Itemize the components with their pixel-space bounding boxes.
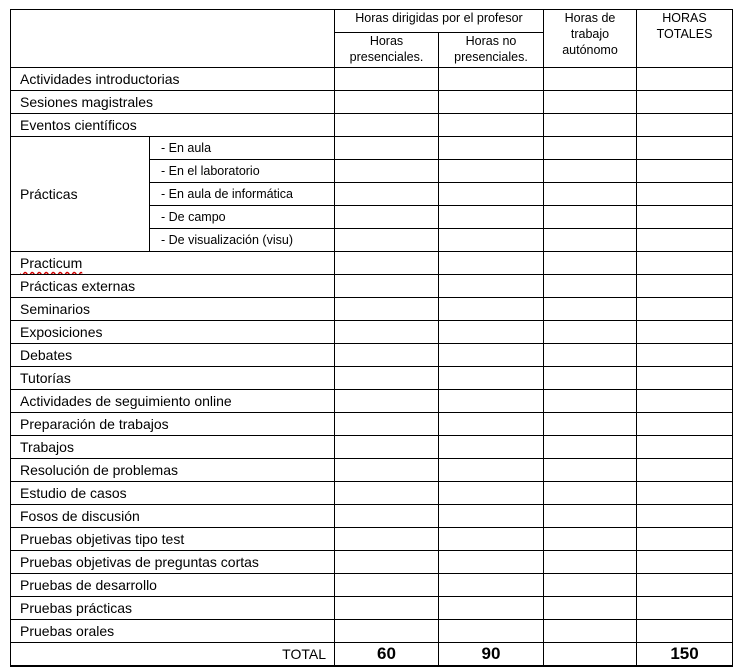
cell-totales	[637, 551, 733, 574]
row-label: Pruebas orales	[11, 620, 335, 643]
row-label	[11, 252, 335, 275]
cell-totales	[637, 482, 733, 505]
table-row	[11, 68, 733, 91]
cell-autonomo	[544, 206, 637, 229]
cell-presenciales	[335, 390, 439, 413]
cell-autonomo	[544, 298, 637, 321]
row-label: Pruebas objetivas de preguntas cortas	[11, 551, 335, 574]
cell-presenciales	[335, 482, 439, 505]
cell-presenciales	[335, 597, 439, 620]
cell-autonomo	[544, 413, 637, 436]
cell-no-presenciales	[439, 68, 544, 91]
cell-presenciales	[335, 252, 439, 275]
cell-presenciales	[335, 68, 439, 91]
table-row	[11, 528, 733, 551]
cell-autonomo	[544, 321, 637, 344]
cell-autonomo	[544, 160, 637, 183]
cell-presenciales	[335, 551, 439, 574]
total-label: TOTAL	[11, 643, 335, 667]
cell-autonomo	[544, 252, 637, 275]
cell-autonomo	[544, 114, 637, 137]
cell-no-presenciales	[439, 482, 544, 505]
header-no-presenciales: Horas no presenciales.	[439, 33, 544, 68]
cell-autonomo	[544, 390, 637, 413]
row-label: Fosos de discusión	[11, 505, 335, 528]
practicas-subrow-label: - De visualización (visu)	[150, 229, 335, 252]
header-horas-dirigidas: Horas dirigidas por el profesor	[335, 10, 544, 33]
cell-no-presenciales	[439, 344, 544, 367]
table-row	[11, 482, 733, 505]
cell-totales	[637, 597, 733, 620]
cell-no-presenciales	[439, 505, 544, 528]
row-label: Pruebas objetivas tipo test	[11, 528, 335, 551]
cell-totales	[637, 183, 733, 206]
cell-totales	[637, 436, 733, 459]
cell-totales	[637, 68, 733, 91]
cell-presenciales	[335, 137, 439, 160]
table-row	[11, 574, 733, 597]
cell-autonomo	[544, 528, 637, 551]
cell-presenciales	[335, 160, 439, 183]
cell-presenciales	[335, 275, 439, 298]
cell-totales	[637, 574, 733, 597]
cell-no-presenciales	[439, 275, 544, 298]
cell-no-presenciales	[439, 298, 544, 321]
cell-autonomo	[544, 68, 637, 91]
cell-totales	[637, 298, 733, 321]
cell-autonomo	[544, 183, 637, 206]
cell-totales	[637, 413, 733, 436]
total-no-presenciales: 90	[439, 643, 544, 667]
table-row	[11, 275, 733, 298]
cell-totales	[637, 344, 733, 367]
table-row	[11, 367, 733, 390]
cell-no-presenciales	[439, 551, 544, 574]
cell-totales	[637, 206, 733, 229]
header-trabajo-autonomo: Horas de trabajo autónomo	[544, 10, 637, 68]
table-row	[11, 114, 733, 137]
cell-autonomo	[544, 482, 637, 505]
table-row	[11, 252, 733, 275]
cell-presenciales	[335, 367, 439, 390]
row-label: Actividades introductorias	[11, 68, 335, 91]
cell-totales	[637, 528, 733, 551]
cell-presenciales	[335, 114, 439, 137]
header-horas-totales: HORAS TOTALES	[637, 10, 733, 68]
table-row	[11, 298, 733, 321]
total-autonomo	[544, 643, 637, 667]
total-presenciales: 60	[335, 643, 439, 667]
table-row	[11, 137, 733, 160]
row-label: Tutorías	[11, 367, 335, 390]
row-label: Debates	[11, 344, 335, 367]
cell-no-presenciales	[439, 206, 544, 229]
cell-no-presenciales	[439, 413, 544, 436]
cell-autonomo	[544, 344, 637, 367]
cell-no-presenciales	[439, 160, 544, 183]
header-presenciales: Horas presenciales.	[335, 33, 439, 68]
table-row	[11, 413, 733, 436]
cell-totales	[637, 367, 733, 390]
row-label-text: Practicum	[20, 255, 83, 271]
practicas-label: Prácticas	[11, 137, 150, 252]
row-label: Pruebas de desarrollo	[11, 574, 335, 597]
cell-no-presenciales	[439, 137, 544, 160]
cell-no-presenciales	[439, 528, 544, 551]
cell-no-presenciales	[439, 229, 544, 252]
table-row	[11, 505, 733, 528]
cell-no-presenciales	[439, 574, 544, 597]
cell-presenciales	[335, 321, 439, 344]
cell-totales	[637, 459, 733, 482]
cell-autonomo	[544, 91, 637, 114]
cell-autonomo	[544, 505, 637, 528]
total-row	[11, 643, 733, 667]
cell-presenciales	[335, 91, 439, 114]
cell-presenciales	[335, 298, 439, 321]
table-row	[11, 91, 733, 114]
row-label: Estudio de casos	[11, 482, 335, 505]
cell-presenciales	[335, 459, 439, 482]
table-row	[11, 459, 733, 482]
cell-autonomo	[544, 597, 637, 620]
cell-presenciales	[335, 574, 439, 597]
table-row	[11, 321, 733, 344]
cell-autonomo	[544, 436, 637, 459]
cell-totales	[637, 321, 733, 344]
cell-presenciales	[335, 206, 439, 229]
table-row	[11, 551, 733, 574]
cell-presenciales	[335, 183, 439, 206]
cell-autonomo	[544, 459, 637, 482]
table-row	[11, 620, 733, 643]
row-label: Seminarios	[11, 298, 335, 321]
table-row	[11, 436, 733, 459]
cell-presenciales	[335, 620, 439, 643]
cell-presenciales	[335, 229, 439, 252]
cell-no-presenciales	[439, 367, 544, 390]
cell-autonomo	[544, 551, 637, 574]
cell-no-presenciales	[439, 620, 544, 643]
cell-totales	[637, 275, 733, 298]
cell-no-presenciales	[439, 436, 544, 459]
cell-totales	[637, 114, 733, 137]
cell-no-presenciales	[439, 252, 544, 275]
cell-totales	[637, 137, 733, 160]
row-label: Eventos científicos	[11, 114, 335, 137]
cell-autonomo	[544, 229, 637, 252]
cell-no-presenciales	[439, 390, 544, 413]
cell-no-presenciales	[439, 321, 544, 344]
practicas-subrow-label: - En aula de informática	[150, 183, 335, 206]
table-row	[11, 597, 733, 620]
row-label: Actividades de seguimiento online	[11, 390, 335, 413]
cell-autonomo	[544, 137, 637, 160]
row-label: Exposiciones	[11, 321, 335, 344]
cell-totales	[637, 160, 733, 183]
cell-autonomo	[544, 367, 637, 390]
cell-autonomo	[544, 275, 637, 298]
practicas-subrow-label: - En el laboratorio	[150, 160, 335, 183]
cell-totales	[637, 252, 733, 275]
cell-autonomo	[544, 574, 637, 597]
cell-no-presenciales	[439, 114, 544, 137]
cell-totales	[637, 620, 733, 643]
cell-presenciales	[335, 528, 439, 551]
cell-no-presenciales	[439, 183, 544, 206]
row-label: Pruebas prácticas	[11, 597, 335, 620]
cell-no-presenciales	[439, 459, 544, 482]
cell-presenciales	[335, 436, 439, 459]
row-label: Prácticas externas	[11, 275, 335, 298]
cell-presenciales	[335, 344, 439, 367]
cell-totales	[637, 505, 733, 528]
total-horas-totales: 150	[637, 643, 733, 667]
hours-table	[10, 9, 733, 667]
cell-no-presenciales	[439, 597, 544, 620]
row-label: Resolución de problemas	[11, 459, 335, 482]
header-corner-cell	[11, 10, 335, 68]
cell-no-presenciales	[439, 91, 544, 114]
row-label: Trabajos	[11, 436, 335, 459]
table-row	[11, 390, 733, 413]
cell-autonomo	[544, 620, 637, 643]
row-label: Sesiones magistrales	[11, 91, 335, 114]
cell-presenciales	[335, 505, 439, 528]
cell-presenciales	[335, 413, 439, 436]
cell-totales	[637, 390, 733, 413]
practicas-subrow-label: - De campo	[150, 206, 335, 229]
row-label: Preparación de trabajos	[11, 413, 335, 436]
practicas-subrow-label: - En aula	[150, 137, 335, 160]
table-row	[11, 344, 733, 367]
cell-totales	[637, 91, 733, 114]
cell-totales	[637, 229, 733, 252]
